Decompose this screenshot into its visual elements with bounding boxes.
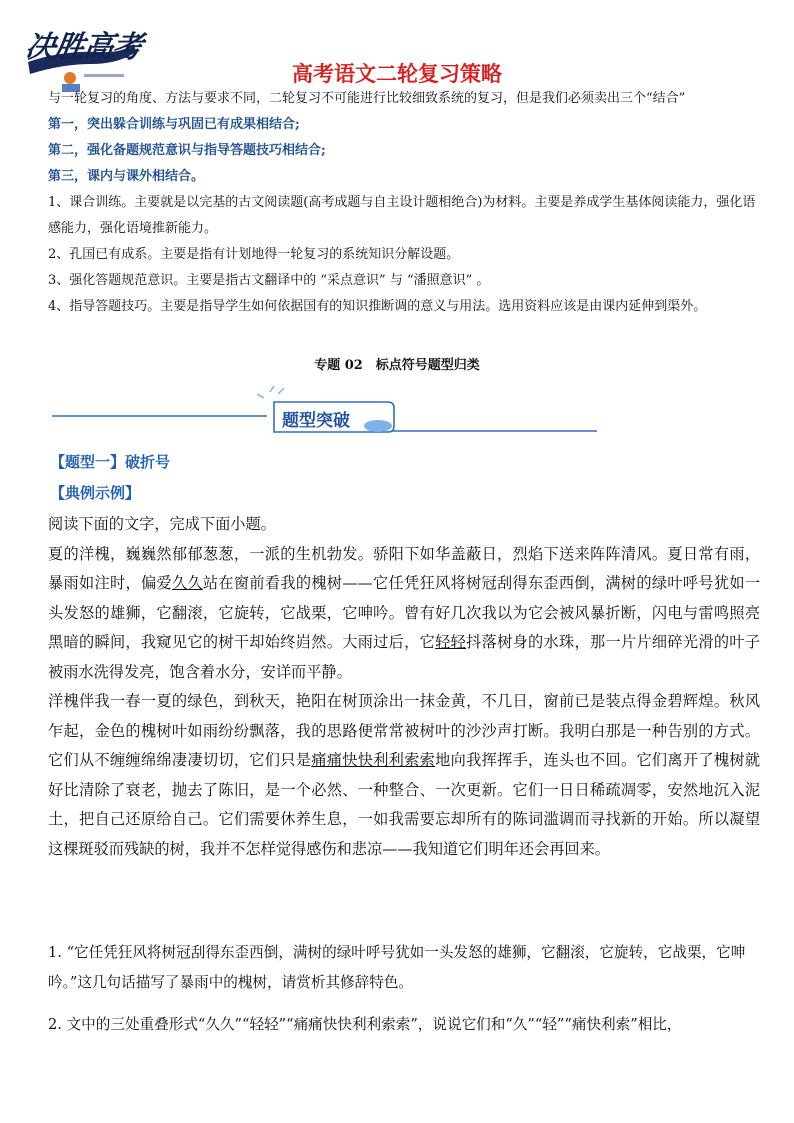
intro-section [48, 86, 758, 320]
intro-lead: 与一轮复习的角度、方法与要求不同，二轮复习不可能进行比较细致系统的复习，但是我们必须卖出三个“结合” [48, 91, 686, 106]
banner-label: 题型突破 [282, 411, 350, 431]
passage-instruction: 阅读下面的文字，完成下面小题。 [48, 515, 276, 533]
question-2: 2. 文中的三处重叠形式“久久”“轻轻”“痛痛快快利利索索”，说说它们和“久”“轻”“痛快利索”相比， [48, 1016, 682, 1033]
intro-item: 4、指导答题技巧。主要是指导学生如何依据国有的知识推断调的意义与用法。选用资料应该是由课内延伸到渠外。 [48, 299, 707, 314]
underlined-word: 痛痛快快利利索索 [311, 751, 436, 769]
intro-item: 1、课合训练。主要就是以完基的古文阅读题(高考成题与自主设计题相绝合)为材料。主要是养成学生基体阅读能力，强化语感能力，强化语境推新能力。 [48, 195, 756, 236]
reading-passage [48, 510, 760, 864]
type-heading: 【题型一】破折号 [50, 453, 171, 471]
questions [48, 938, 760, 1052]
intro-point: 第一，突出躲合训练与巩固已有成果相结合; [48, 117, 300, 132]
intro-item: 3、强化答题规范意识。主要是指古文翻译中的 “采点意识” 与 “潘照意识” 。 [48, 273, 490, 288]
example-heading: 【典例示例】 [50, 484, 141, 502]
passage-paragraph-1: 夏的洋槐，巍巍然郁郁葱葱，一派的生机勃发。骄阳下如华盖蔽日，烈焰下送来阵阵清风。夏日常有雨，暴雨如注时，偏爱久久站在窗前看我的槐树——它任凭狂风将树冠刮得东歪西倒，满树的绿叶呼号犹如一头发怒的雄狮，它翻滚，它旋转，它战栗，它呻吟。曾有好几次我以为它会被风暴折断，闪电与雷鸣照亮黑暗的瞬间，我窥见它的树干却始终岿然。大雨过后，它轻轻抖落树身的水珠，那一片片细碎光滑的叶子被雨水洗得发亮，饱含着水分，安详而平静。 [48, 544, 761, 681]
passage-paragraph-2: 洋槐伴我一春一夏的绿色，到秋天，艳阳在树顶涂出一抹金黄，不几日，窗前已是装点得金碧辉煌。秋风乍起，金色的槐树叶如雨纷纷飘落，我的思路便常常被树叶的沙沙声打断。我明白那是一种告别的方式。它们从不缠缠绵绵凄凄切切，它们只是痛痛快快利利索索地向我挥挥手，连头也不回。它们离开了槐树就好比清除了衰老，抛去了陈旧，是一个必然、一种整合、一次更新。它们一日日稀疏凋零，安然地沉入泥土，把自己还原给自己。它们需要休养生息，一如我需要忘却所有的陈词滥调而寻找新的开始。所以凝望这棵斑驳而残缺的树，我并不怎样觉得感伤和悲凉——我知道它们明年还会再回来。 [48, 692, 761, 858]
intro-item: 2、孔国已有成系。主要是指有计划地得一轮复习的系统知识分解设题。 [48, 247, 460, 262]
underlined-word: 轻轻 [435, 633, 467, 651]
logo-text: 决胜高考 [23, 30, 144, 65]
intro-point: 第三，课内与课外相结合。 [48, 169, 205, 184]
intro-point: 第二，强化备题规范意识与指导答题技巧相结合; [48, 143, 326, 158]
question-1: 1. “它任凭狂风将树冠刮得东歪西倒，满树的绿叶呼号犹如一头发怒的雄狮，它翻滚，它旋转，它战栗，它呻吟。”这几句话描写了暴雨中的槐树，请赏析其修辞特色。 [48, 944, 746, 991]
subject-title: 专题 02 标点符号题型归类 [314, 358, 480, 373]
page-title: 高考语文二轮复习策略 [292, 62, 502, 86]
underlined-word: 久久 [171, 574, 203, 592]
